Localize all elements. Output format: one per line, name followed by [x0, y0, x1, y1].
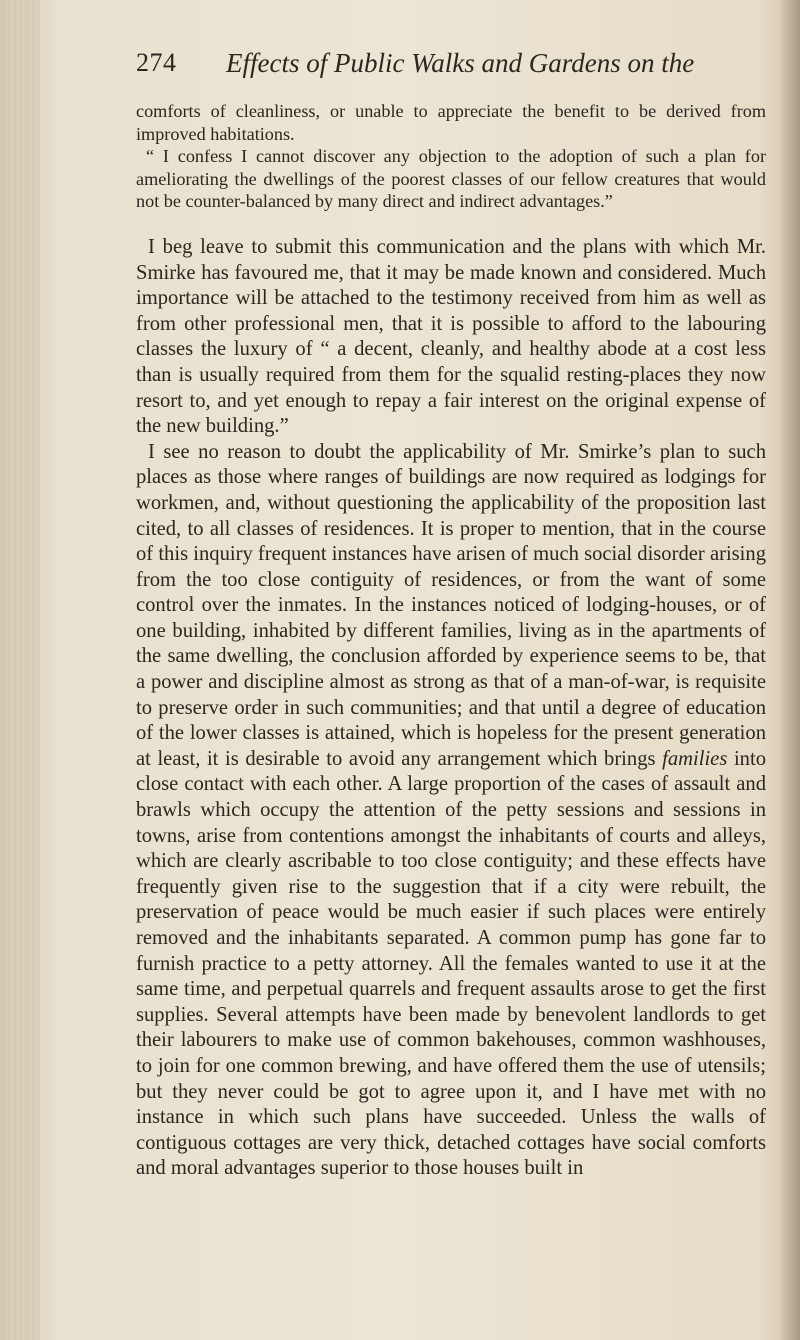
page-body: [136, 100, 766, 1182]
page-number: 274: [136, 48, 177, 77]
body-paragraph-2-part-2: into close contact with each other. A large proportion of the cases of assault and brawls which occupy the attention of the petty sessions and sessions in towns, arise from contentions amongst the inhabitants of courts and alleys, which are clearly ascribable to too close contiguity; and these effects have frequently given rise to the suggestion that if a city were rebuilt, the preservation of peace would be much easier if such places were entirely removed and the inhabitants separated. A common pump has gone far to furnish practice to a petty attorney. All the females wanted to use it at the same time, and perpetual quarrels and frequent assaults arose to get the first supplies. Several attempts have been made by benevolent landlords to get their labourers to make use of common bakehouses, common washhouses, to join for one common brewing, and have offered them the use of utensils; but they never could be got to agree upon it, and I have met with no instance in which such plans have succeeded. Unless the walls of contiguous cottages are very thick, detached cottages have social comforts and moral advantages superior to those houses built in: [136, 747, 766, 1180]
quote-paragraph-1: comforts of cleanliness, or unable to appreciate the benefit to be derived from improved habitations.: [136, 101, 766, 144]
body-paragraph-1: I beg leave to submit this communication and the plans with which Mr. Smirke has favoured me, that it may be made known and considered. Much importance will be attached to the testimony received from him as well as from other professional men, that it is possible to afford to the labouring classes the luxury of “ a decent, cleanly, and healthy abode at a cost less than is usually required from them for the squalid resting-places they now resort to, and yet enough to repay a fair interest on the original expense of the new building.”: [136, 235, 766, 438]
running-title: Effects of Public Walks and Gardens on the: [226, 48, 695, 78]
main-text: [136, 235, 766, 1182]
page-header: [136, 48, 770, 88]
emphasized-word: families: [662, 747, 728, 770]
body-paragraph-2: [136, 440, 766, 1182]
body-paragraph-2-part-1: I see no reason to doubt the applicability of Mr. Smirke’s plan to such places as those where ranges of buildings are now required as lodgings for workmen, and, without questioning the applicability of the proposition last cited, to all classes of residences. It is proper to mention, that in the course of this inquiry frequent instances have arisen of much social disorder arising from the too close contiguity of residences, or from the want of some control over the inmates. In the instances noticed of lodging-houses, or of one building, inhabited by different families, living as in the apartments of the same dwelling, the conclusion afforded by experience seems to be, that a power and discipline almost as strong as that of a man-of-war, is requisite to preserve order in such communities; and that until a degree of education of the lower classes is attained, which is hopeless for the present generation at least, it is desirable to avoid any arrangement which brings: [136, 440, 766, 770]
quoted-passage: [136, 100, 766, 213]
page-edge-shadow: [778, 0, 800, 1340]
quote-paragraph-2: “ I confess I cannot discover any objection to the adoption of such a plan for ameliorating the dwellings of the poorest classes of our fellow creatures that would not be counter-balanced by many direct and indirect advantages.”: [136, 146, 766, 212]
binding-gutter: [0, 0, 40, 1340]
